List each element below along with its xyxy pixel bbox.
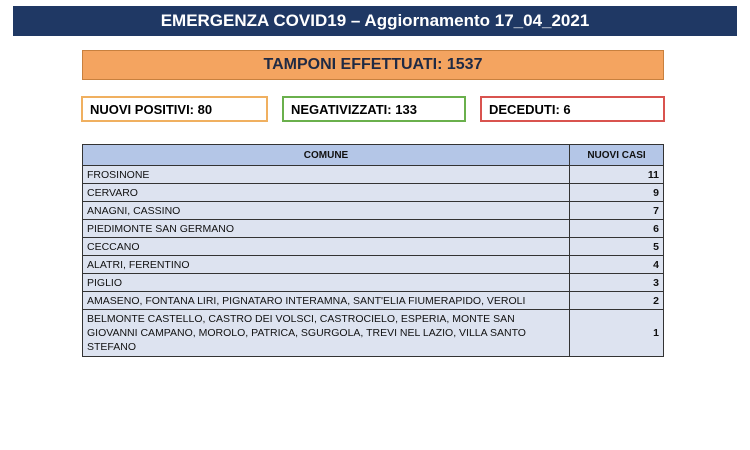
comune-cell: BELMONTE CASTELLO, CASTRO DEI VOLSCI, CASTROCIELO, ESPERIA, MONTE SAN GIOVANNI CAMPANO, MOROLO, PATRICA, SGURGOLA, TREVI NEL LAZIO, VILLA SANTO STEFANO — [83, 310, 570, 357]
casi-cell: 3 — [570, 274, 664, 292]
comune-cell: CECCANO — [83, 238, 570, 256]
casi-cell: 7 — [570, 202, 664, 220]
table-row — [83, 220, 664, 238]
tamponi-effettuati-banner: TAMPONI EFFETTUATI: 1537 — [82, 50, 664, 80]
nuovi-positivi-box: NUOVI POSITIVI: 80 — [81, 96, 268, 122]
comune-cell: ANAGNI, CASSINO — [83, 202, 570, 220]
table-row — [83, 184, 664, 202]
comune-cell: AMASENO, FONTANA LIRI, PIGNATARO INTERAMNA, SANT'ELIA FIUMERAPIDO, VEROLI — [83, 292, 570, 310]
column-header-nuovi-casi: NUOVI CASI — [570, 145, 664, 166]
casi-cell: 5 — [570, 238, 664, 256]
casi-cell: 9 — [570, 184, 664, 202]
cases-table — [82, 144, 664, 357]
table-header-row — [83, 145, 664, 166]
column-header-comune: COMUNE — [83, 145, 570, 166]
deceduti-box: DECEDUTI: 6 — [480, 96, 665, 122]
comune-cell: CERVARO — [83, 184, 570, 202]
comune-cell: ALATRI, FERENTINO — [83, 256, 570, 274]
comune-cell: PIGLIO — [83, 274, 570, 292]
casi-cell: 2 — [570, 292, 664, 310]
table-row — [83, 274, 664, 292]
negativizzati-box: NEGATIVIZZATI: 133 — [282, 96, 466, 122]
table-row — [83, 202, 664, 220]
casi-cell: 4 — [570, 256, 664, 274]
comune-cell: PIEDIMONTE SAN GERMANO — [83, 220, 570, 238]
table-row — [83, 238, 664, 256]
page-title: EMERGENZA COVID19 – Aggiornamento 17_04_2021 — [13, 6, 737, 36]
comune-cell: FROSINONE — [83, 166, 570, 184]
table-row — [83, 292, 664, 310]
casi-cell: 6 — [570, 220, 664, 238]
casi-cell: 11 — [570, 166, 664, 184]
table-row — [83, 256, 664, 274]
table-row — [83, 310, 664, 357]
casi-cell: 1 — [570, 310, 664, 357]
table-row — [83, 166, 664, 184]
